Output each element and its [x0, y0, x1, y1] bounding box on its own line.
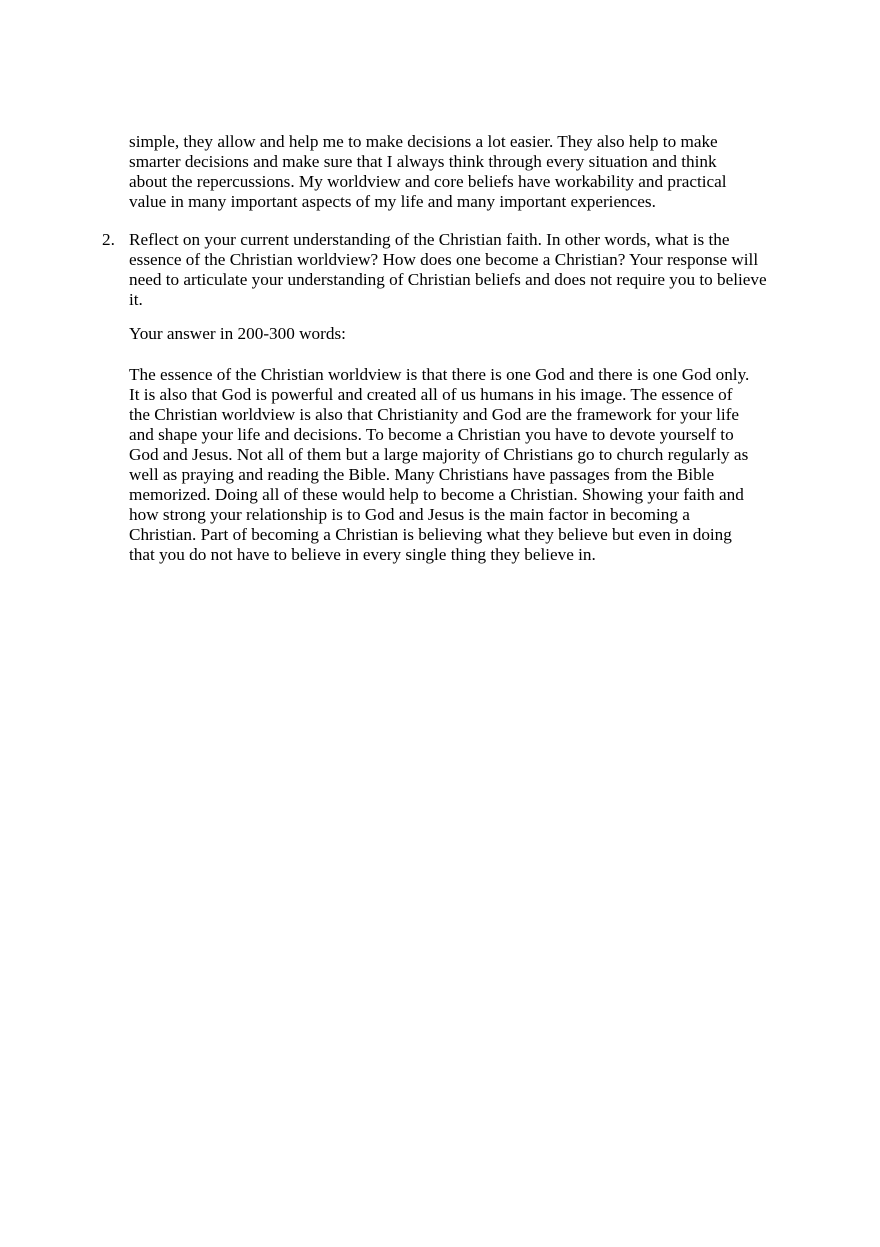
text-line: that you do not have to believe in every single thing they believe in. — [129, 545, 596, 564]
answer-prompt — [129, 324, 789, 344]
text-line: about the repercussions. My worldview and core beliefs have workability and practical — [129, 172, 727, 191]
question-number: 2. — [102, 230, 115, 249]
text-line: the Christian worldview is also that Christianity and God are the framework for your life — [129, 405, 740, 424]
text-line: simple, they allow and help me to make decisions a lot easier. They also help to make — [129, 132, 718, 151]
text-line: how strong your relationship is to God and Jesus is the main factor in becoming a — [129, 505, 690, 524]
text-line: and shape your life and decisions. To become a Christian you have to devote yourself to — [129, 425, 734, 444]
text-line: it. — [129, 290, 143, 309]
text-line: well as praying and reading the Bible. Many Christians have passages from the Bible — [129, 465, 715, 484]
previous-answer-continuation — [129, 132, 789, 212]
text-line: need to articulate your understanding of Christian beliefs and does not require you to believe — [129, 270, 767, 289]
text-line: Reflect on your current understanding of the Christian faith. In other words, what is the — [129, 230, 730, 249]
text-line: Christian. Part of becoming a Christian is believing what they believe but even in doing — [129, 525, 732, 544]
question-text — [129, 230, 789, 310]
text-line: essence of the Christian worldview? How does one become a Christian? Your response will — [129, 250, 759, 269]
text-line: smarter decisions and make sure that I always think through every situation and think — [129, 152, 717, 171]
text-line: It is also that God is powerful and created all of us humans in his image. The essence of — [129, 385, 733, 404]
text-line: value in many important aspects of my life and many important experiences. — [129, 192, 656, 211]
answer-text — [129, 365, 789, 565]
text-line: God and Jesus. Not all of them but a large majority of Christians go to church regularly as — [129, 445, 749, 464]
text-line: memorized. Doing all of these would help to become a Christian. Showing your faith and — [129, 485, 744, 504]
text-line: Your answer in 200-300 words: — [129, 324, 346, 343]
text-line: The essence of the Christian worldview is that there is one God and there is one God only. — [129, 365, 750, 384]
